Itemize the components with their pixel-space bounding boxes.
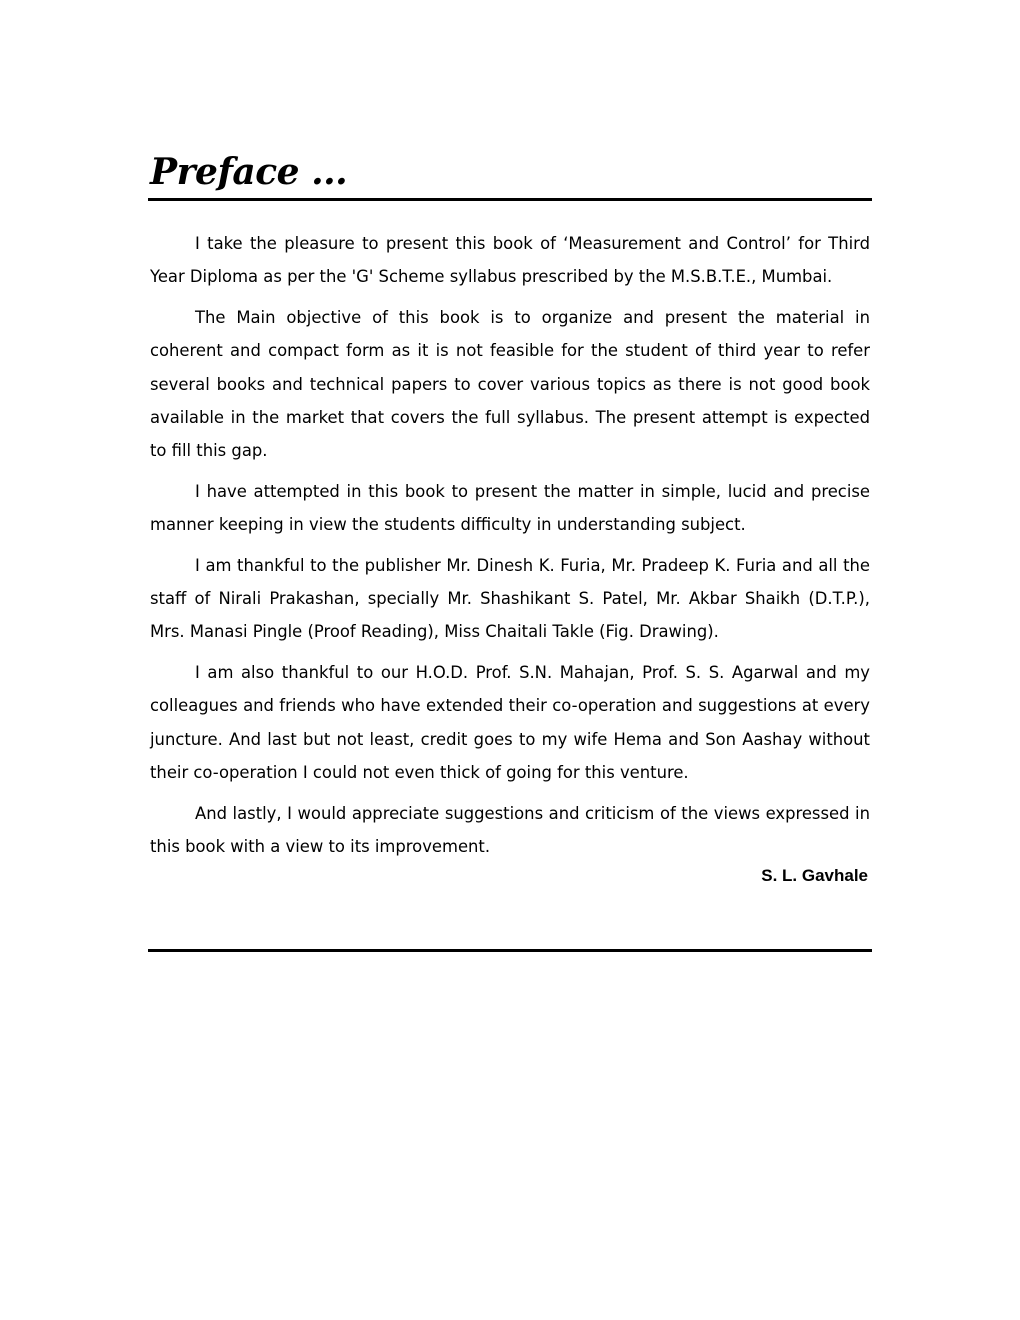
preface-body <box>148 227 872 888</box>
preface-page <box>148 150 872 888</box>
page-title: Preface ... <box>150 151 348 193</box>
author-signature: S. L. Gavhale <box>761 866 868 886</box>
paragraph-2: The Main objective of this book is to organize and present the material in coherent and compact form as it is not feasible for the student of third year to refer several books and technical papers to cover various topics as there is not good book available in the market that covers the full syllabus. The present attempt is expected to fill this gap. <box>150 307 870 461</box>
paragraph-6: And lastly, I would appreciate suggestions and criticism of the views expressed in this book with a view to its improvement. <box>150 803 870 856</box>
title-underline-divider <box>148 198 872 201</box>
bottom-divider <box>148 949 872 952</box>
paragraph-5: I am also thankful to our H.O.D. Prof. S.N. Mahajan, Prof. S. S. Agarwal and my colleagues and friends who have extended their co-operation and suggestions at every juncture. And last but not least, credit goes to my wife Hema and Son Aashay without their co-operation I could not even thick of going for this venture. <box>150 662 870 783</box>
paragraph-3: I have attempted in this book to present the matter in simple, lucid and precise manner keeping in view the students difficulty in understanding subject. <box>150 481 870 535</box>
paragraph-1: I take the pleasure to present this book of ‘Measurement and Control’ for Third Year Diploma as per the 'G' Scheme syllabus prescribed by the M.S.B.T.E., Mumbai. <box>150 234 870 287</box>
paragraph-4: I am thankful to the publisher Mr. Dinesh K. Furia, Mr. Pradeep K. Furia and all the staff of Nirali Prakashan, specially Mr. Shashikant S. Patel, Mr. Akbar Shaikh (D.T.P.), Mrs. Manasi Pingle (Proof Reading), Miss Chaitali Takle (Fig. Drawing). <box>150 555 870 642</box>
